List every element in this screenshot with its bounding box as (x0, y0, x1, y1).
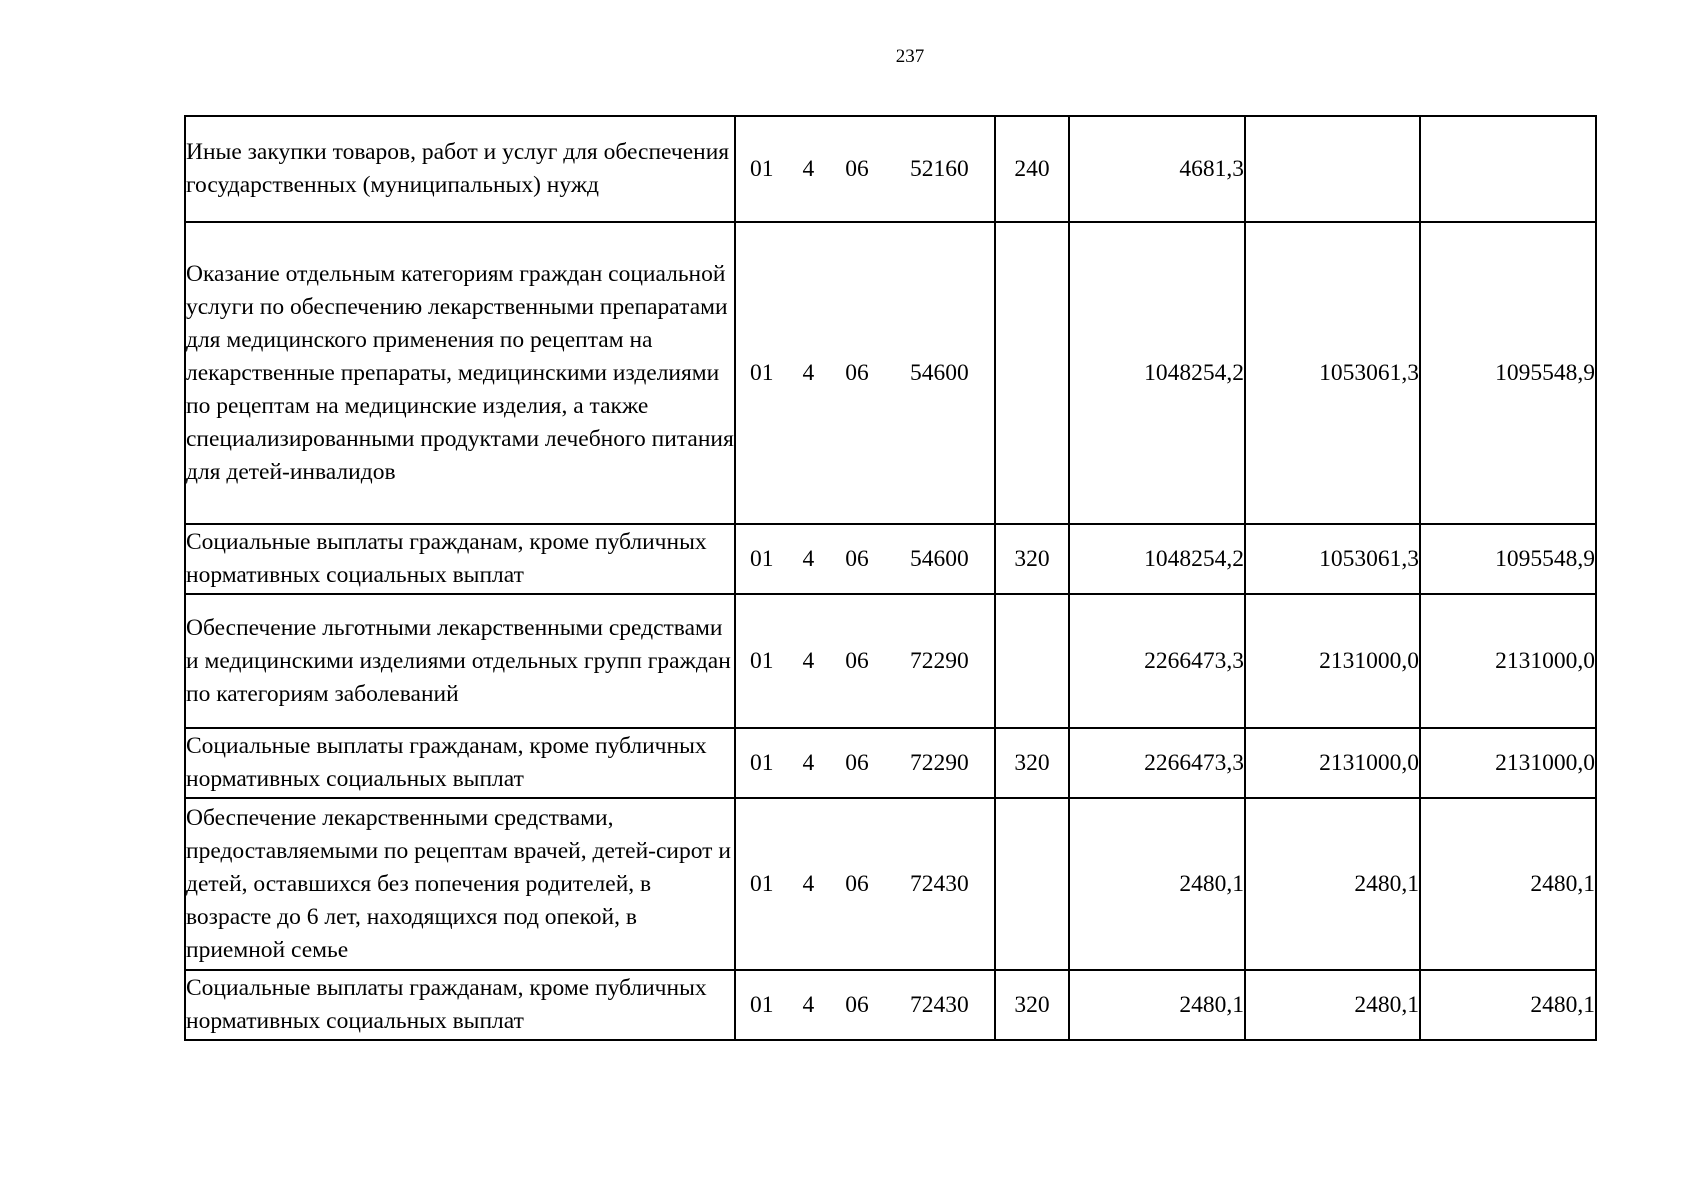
amount-year-1: 1048254,2 (1069, 524, 1245, 594)
code-direction: 72430 (910, 870, 969, 897)
code-main-activity: 06 (845, 155, 869, 182)
table-row (185, 970, 1596, 1040)
amount-year-3: 1095548,9 (1420, 524, 1596, 594)
code-main-activity: 06 (845, 991, 869, 1018)
expense-type-code (995, 222, 1069, 524)
code-direction: 54600 (910, 359, 969, 386)
amount-year-2: 1053061,3 (1245, 524, 1420, 594)
code-subprogram: 4 (802, 870, 815, 897)
code-program: 01 (750, 870, 774, 897)
amount-year-1: 2266473,3 (1069, 728, 1245, 798)
code-program: 01 (750, 155, 774, 182)
row-codes (735, 222, 995, 524)
amount-year-3: 1095548,9 (1420, 222, 1596, 524)
expense-type-code: 240 (995, 116, 1069, 222)
code-subprogram: 4 (802, 359, 815, 386)
amount-year-2: 2131000,0 (1245, 594, 1420, 728)
code-direction: 72430 (910, 991, 969, 1018)
code-main-activity: 06 (845, 359, 869, 386)
row-codes (735, 798, 995, 970)
code-main-activity: 06 (845, 870, 869, 897)
amount-year-1: 4681,3 (1069, 116, 1245, 222)
row-name: Обеспечение лекарственными средствами, предоставляемыми по рецептам врачей, детей-сирот и детей, оставшихся без попечения родителей, в возрасте до 6 лет, находящихся под опекой, в приемной семье (185, 798, 735, 970)
expense-type-code: 320 (995, 728, 1069, 798)
row-name: Оказание отдельным категориям граждан социальной услуги по обеспечению лекарственными препаратами для медицинского применения по рецептам на лекарственные препараты, медицинскими изделиями по рецептам на медицинские изделия, а также специализированными продуктами лечебного питания для детей-инвалидов (185, 222, 735, 524)
code-direction: 72290 (910, 647, 969, 674)
code-program: 01 (750, 647, 774, 674)
expense-type-code (995, 798, 1069, 970)
amount-year-1: 2480,1 (1069, 798, 1245, 970)
expense-type-code: 320 (995, 524, 1069, 594)
code-main-activity: 06 (845, 647, 869, 674)
code-program: 01 (750, 359, 774, 386)
row-name: Социальные выплаты гражданам, кроме публичных нормативных социальных выплат (185, 970, 735, 1040)
code-subprogram: 4 (802, 155, 815, 182)
amount-year-2: 2480,1 (1245, 798, 1420, 970)
table-row (185, 728, 1596, 798)
table-row (185, 594, 1596, 728)
amount-year-2: 2480,1 (1245, 970, 1420, 1040)
row-codes (735, 524, 995, 594)
budget-table-body (185, 116, 1596, 1040)
amount-year-3: 2131000,0 (1420, 728, 1596, 798)
row-name: Иные закупки товаров, работ и услуг для обеспечения государственных (муниципальных) нужд (185, 116, 735, 222)
row-codes (735, 728, 995, 798)
table-row (185, 116, 1596, 222)
expense-type-code (995, 594, 1069, 728)
amount-year-3: 2480,1 (1420, 970, 1596, 1040)
code-subprogram: 4 (802, 749, 815, 776)
table-row (185, 524, 1596, 594)
code-main-activity: 06 (845, 749, 869, 776)
budget-table (184, 115, 1597, 1041)
amount-year-2 (1245, 116, 1420, 222)
row-codes (735, 594, 995, 728)
table-row (185, 222, 1596, 524)
code-direction: 52160 (910, 155, 969, 182)
code-program: 01 (750, 545, 774, 572)
code-program: 01 (750, 749, 774, 776)
row-name: Социальные выплаты гражданам, кроме публичных нормативных социальных выплат (185, 524, 735, 594)
code-direction: 54600 (910, 545, 969, 572)
amount-year-1: 1048254,2 (1069, 222, 1245, 524)
code-subprogram: 4 (802, 647, 815, 674)
amount-year-1: 2480,1 (1069, 970, 1245, 1040)
code-main-activity: 06 (845, 545, 869, 572)
code-direction: 72290 (910, 749, 969, 776)
row-name: Социальные выплаты гражданам, кроме публичных нормативных социальных выплат (185, 728, 735, 798)
amount-year-3: 2480,1 (1420, 798, 1596, 970)
amount-year-3: 2131000,0 (1420, 594, 1596, 728)
code-subprogram: 4 (802, 545, 815, 572)
code-subprogram: 4 (802, 991, 815, 1018)
amount-year-3 (1420, 116, 1596, 222)
amount-year-2: 1053061,3 (1245, 222, 1420, 524)
page-number: 237 (895, 46, 925, 67)
row-name: Обеспечение льготными лекарственными средствами и медицинскими изделиями отдельных групп граждан по категориям заболеваний (185, 594, 735, 728)
amount-year-2: 2131000,0 (1245, 728, 1420, 798)
expense-type-code: 320 (995, 970, 1069, 1040)
table-row (185, 798, 1596, 970)
row-codes (735, 116, 995, 222)
amount-year-1: 2266473,3 (1069, 594, 1245, 728)
row-codes (735, 970, 995, 1040)
code-program: 01 (750, 991, 774, 1018)
